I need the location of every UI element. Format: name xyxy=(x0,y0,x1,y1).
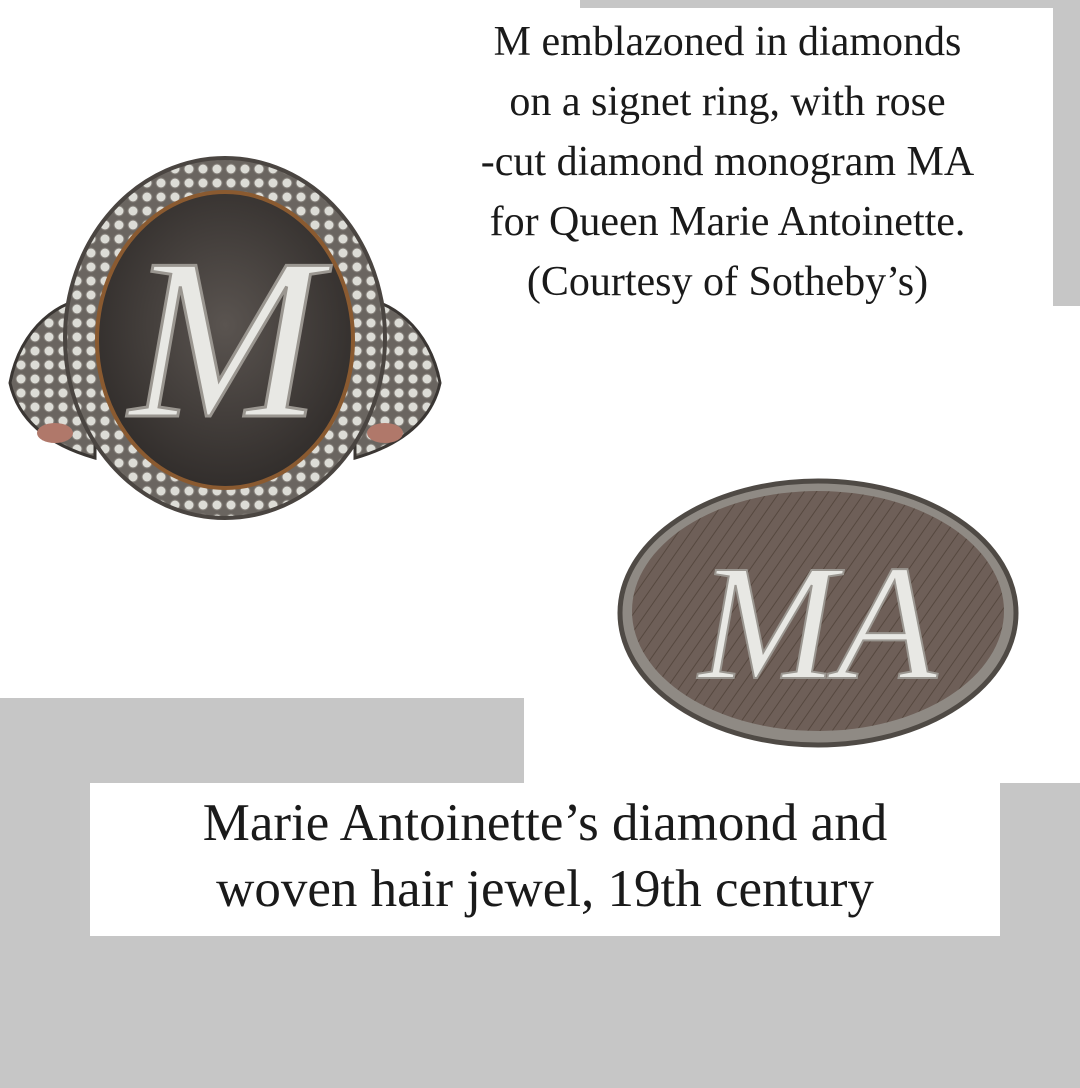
caption-ring-line-1: M emblazoned in diamonds xyxy=(493,19,962,65)
gray-panel-top-right xyxy=(1053,0,1080,306)
jewel-monogram: MA xyxy=(698,531,938,714)
caption-ring-line-5: (Courtesy of Sotheby’s) xyxy=(526,259,929,305)
caption-ring-line-2: on a signet ring, with rose xyxy=(509,79,946,125)
caption-ring-line-3: -cut diamond monogram MA xyxy=(480,139,975,185)
gray-panel-top-strip xyxy=(580,0,1053,8)
caption-jewel xyxy=(90,790,1000,922)
ring-monogram: M xyxy=(129,211,321,466)
oval-hair-jewel-photo xyxy=(618,478,1018,748)
caption-ring-line-4: for Queen Marie Antoinette. xyxy=(489,199,966,245)
diamond-signet-ring-photo xyxy=(0,148,450,538)
caption-jewel-line-1: Marie Antoinette’s diamond and xyxy=(202,794,888,852)
caption-jewel-line-2: woven hair jewel, 19th century xyxy=(216,860,874,918)
caption-ring xyxy=(405,12,1050,312)
